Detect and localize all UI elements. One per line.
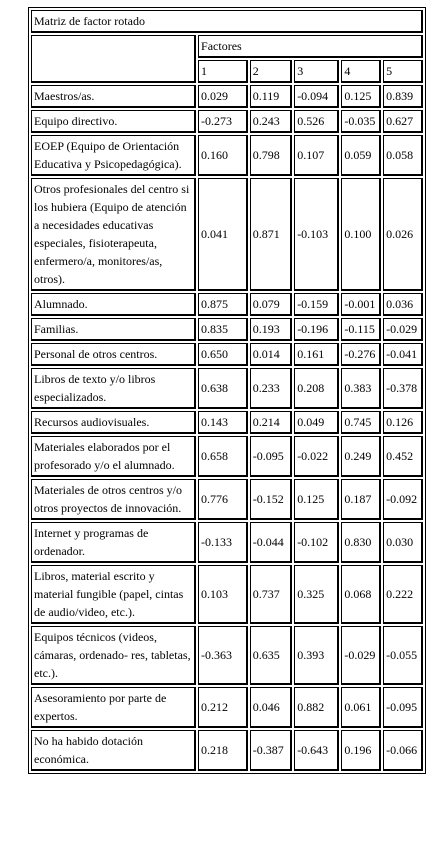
row-label: Otros profesionales del centro si los hubiera (Equipo de atención a necesidades educativas especiales, fisioterapeuta, enfermero/a, monitores/as, otros).: [31, 178, 196, 291]
factor-1-value: 0.218: [198, 730, 248, 771]
factor-1-value: -0.133: [198, 522, 248, 563]
factor-3-value: 0.049: [294, 411, 339, 434]
row-label: Materiales elaborados por el profesorado y/o el alumnado.: [31, 436, 196, 477]
row-label: Equipos técnicos (videos, cámaras, ordenado- res, tabletas, etc.).: [31, 626, 196, 685]
factor-2-value: 0.737: [250, 565, 292, 624]
table-row: [31, 85, 423, 108]
factor-1-value: 0.658: [198, 436, 248, 477]
table-row: [31, 293, 423, 316]
factor-5-value: -0.041: [383, 343, 423, 366]
factor-3-value: -0.643: [294, 730, 339, 771]
row-label: Libros de texto y/o libros especializados.: [31, 368, 196, 409]
factor-5-value: 0.839: [383, 85, 423, 108]
factor-3-value: 0.107: [294, 135, 339, 176]
factor-3-value: 0.125: [294, 479, 339, 520]
factor-1-value: 0.776: [198, 479, 248, 520]
factor-matrix-container: [28, 7, 426, 774]
factor-3-value: 0.325: [294, 565, 339, 624]
factor-3-value: -0.102: [294, 522, 339, 563]
factor-number-5: 5: [383, 60, 423, 83]
table-row: [31, 687, 423, 728]
table-row: [31, 730, 423, 771]
factor-3-value: -0.159: [294, 293, 339, 316]
factor-4-value: 0.100: [341, 178, 381, 291]
factor-4-value: 0.745: [341, 411, 381, 434]
factor-1-value: -0.273: [198, 110, 248, 133]
factor-5-value: -0.055: [383, 626, 423, 685]
row-label: Personal de otros centros.: [31, 343, 196, 366]
factor-1-value: 0.103: [198, 565, 248, 624]
row-label: No ha habido dotación económica.: [31, 730, 196, 771]
factor-number-2: 2: [250, 60, 292, 83]
factor-3-value: 0.393: [294, 626, 339, 685]
factor-2-value: 0.079: [250, 293, 292, 316]
factor-4-value: -0.115: [341, 318, 381, 341]
table-title: Matriz de factor rotado: [31, 10, 423, 33]
table-row: [31, 368, 423, 409]
factor-4-value: 0.059: [341, 135, 381, 176]
row-label: Maestros/as.: [31, 85, 196, 108]
row-label: Recursos audiovisuales.: [31, 411, 196, 434]
factor-3-value: -0.103: [294, 178, 339, 291]
factor-1-value: 0.160: [198, 135, 248, 176]
factor-5-value: 0.036: [383, 293, 423, 316]
factor-4-value: -0.035: [341, 110, 381, 133]
factor-2-value: 0.046: [250, 687, 292, 728]
factor-5-value: 0.452: [383, 436, 423, 477]
row-label: Equipo directivo.: [31, 110, 196, 133]
factor-2-value: 0.635: [250, 626, 292, 685]
factor-2-value: 0.233: [250, 368, 292, 409]
row-label: Internet y programas de ordenador.: [31, 522, 196, 563]
factor-3-value: -0.094: [294, 85, 339, 108]
table-row: [31, 411, 423, 434]
factor-5-value: -0.378: [383, 368, 423, 409]
rotated-factor-matrix-table: [28, 7, 426, 774]
factor-5-value: 0.058: [383, 135, 423, 176]
table-row: [31, 343, 423, 366]
row-label: Familias.: [31, 318, 196, 341]
row-label: Alumnado.: [31, 293, 196, 316]
factor-1-value: 0.212: [198, 687, 248, 728]
table-body: [31, 10, 423, 771]
table-row: [31, 626, 423, 685]
factor-2-value: -0.387: [250, 730, 292, 771]
factor-5-value: -0.066: [383, 730, 423, 771]
factor-1-value: 0.638: [198, 368, 248, 409]
factor-2-value: 0.243: [250, 110, 292, 133]
factor-4-value: 0.125: [341, 85, 381, 108]
factor-number-1: 1: [198, 60, 248, 83]
factor-3-value: 0.882: [294, 687, 339, 728]
table-row: [31, 479, 423, 520]
row-label: EOEP (Equipo de Orientación Educativa y Psicopedagógica).: [31, 135, 196, 176]
row-label: Asesoramiento por parte de expertos.: [31, 687, 196, 728]
factor-5-value: 0.627: [383, 110, 423, 133]
factor-2-value: -0.095: [250, 436, 292, 477]
table-row: [31, 178, 423, 291]
factor-5-value: -0.095: [383, 687, 423, 728]
factor-3-value: -0.196: [294, 318, 339, 341]
factor-5-value: 0.030: [383, 522, 423, 563]
factor-1-value: 0.041: [198, 178, 248, 291]
factor-4-value: 0.187: [341, 479, 381, 520]
table-row: [31, 135, 423, 176]
factor-4-value: -0.029: [341, 626, 381, 685]
row-label: Materiales de otros centros y/o otros proyectos de innovación.: [31, 479, 196, 520]
factor-4-value: 0.196: [341, 730, 381, 771]
factor-number-4: 4: [341, 60, 381, 83]
factor-1-value: 0.835: [198, 318, 248, 341]
table-row: [31, 110, 423, 133]
factor-1-value: 0.143: [198, 411, 248, 434]
factor-2-value: 0.871: [250, 178, 292, 291]
factor-4-value: 0.068: [341, 565, 381, 624]
header-empty-cell: [31, 35, 196, 83]
table-row: [31, 436, 423, 477]
factor-3-value: 0.208: [294, 368, 339, 409]
factor-5-value: 0.222: [383, 565, 423, 624]
factor-2-value: 0.214: [250, 411, 292, 434]
factor-2-value: -0.152: [250, 479, 292, 520]
factor-3-value: 0.161: [294, 343, 339, 366]
factor-3-value: -0.022: [294, 436, 339, 477]
table-title-row: [31, 10, 423, 33]
factor-4-value: 0.061: [341, 687, 381, 728]
factor-3-value: 0.526: [294, 110, 339, 133]
factor-1-value: 0.029: [198, 85, 248, 108]
factor-5-value: 0.026: [383, 178, 423, 291]
factor-1-value: -0.363: [198, 626, 248, 685]
factor-2-value: 0.798: [250, 135, 292, 176]
factor-5-value: -0.092: [383, 479, 423, 520]
factors-header: Factores: [198, 35, 423, 58]
factor-2-value: 0.119: [250, 85, 292, 108]
factor-4-value: 0.383: [341, 368, 381, 409]
factor-1-value: 0.875: [198, 293, 248, 316]
table-row: [31, 318, 423, 341]
table-row: [31, 522, 423, 563]
factor-4-value: -0.001: [341, 293, 381, 316]
table-row: [31, 565, 423, 624]
factor-4-value: 0.249: [341, 436, 381, 477]
factor-2-value: 0.193: [250, 318, 292, 341]
factor-4-value: -0.276: [341, 343, 381, 366]
factor-1-value: 0.650: [198, 343, 248, 366]
factor-number-3: 3: [294, 60, 339, 83]
factor-2-value: 0.014: [250, 343, 292, 366]
factor-4-value: 0.830: [341, 522, 381, 563]
row-label: Libros, material escrito y material fungible (papel, cintas de audio/video, etc.).: [31, 565, 196, 624]
factor-2-value: -0.044: [250, 522, 292, 563]
factors-header-row: [31, 35, 423, 58]
factor-5-value: 0.126: [383, 411, 423, 434]
factor-5-value: -0.029: [383, 318, 423, 341]
